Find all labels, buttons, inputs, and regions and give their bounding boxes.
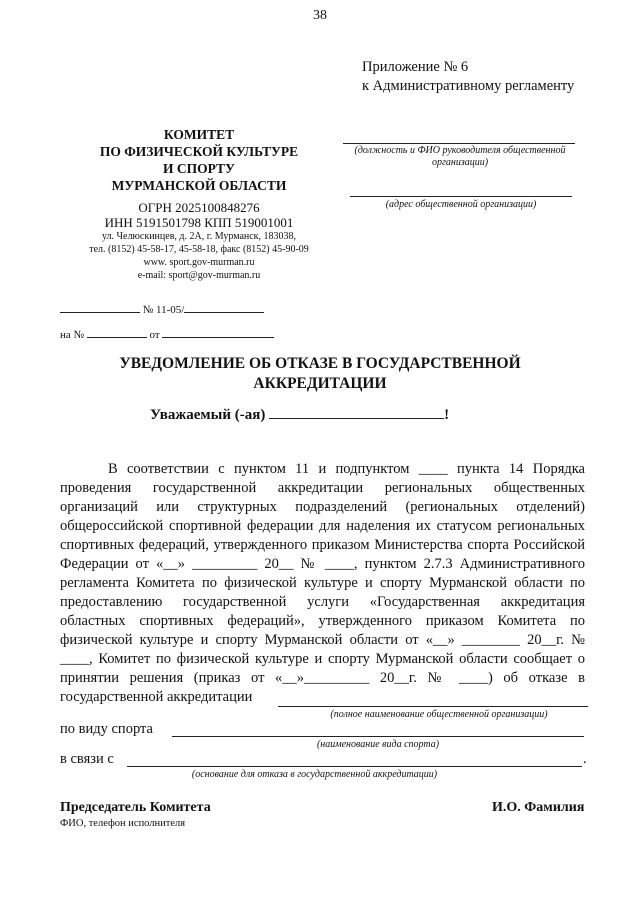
recipient-address-line <box>350 196 572 197</box>
outgoing-number-label: № 11-05/ <box>142 304 185 316</box>
appendix-header <box>362 58 574 96</box>
reason-label: в связи с <box>60 751 114 767</box>
appendix-line-1: Приложение № 6 <box>362 59 469 75</box>
org-name-line: ПО ФИЗИЧЕСКОЙ КУЛЬТУРЕ <box>99 144 299 159</box>
outgoing-number <box>60 300 264 316</box>
body-paragraph: В соответствии с пунктом 11 и подпунктом ____ пункта 14 Порядка проведения государственной аккредитации региональных общественных организаций или структурных подразделений (региональных отделений) общероссийской спортивной федерации для наделения их статусом региональных спортивных федераций, утвержденного приказом Министерства спорта Российской Федерации от «__» _________ 20__ № ____, пунктом 2.7.3 Административного регламента Комитета по физической культуре и спорту Мурманской области по предоставлению государственной услуги «Государственная аккредитация областных спортивных федераций», утвержденного приказом Комитета по физической культуре и спорту Мурманской области от «__» ________ 20__г. № ____, Комитет по физической культуре и спорту Мурманской области сообщает о принятии решения (приказ от «__»_________ 20__г. № ____) об отказе в государственной аккредитации <box>60 461 585 705</box>
notice-body <box>60 460 585 707</box>
org-name-line: КОМИТЕТ <box>163 127 235 142</box>
document-title: УВЕДОМЛЕНИЕ ОБ ОТКАЗЕ В ГОСУДАРСТВЕННОЙ АККРЕДИТАЦИИ <box>119 355 521 392</box>
greeting <box>150 406 449 424</box>
greeting-name-blank <box>269 406 444 419</box>
organization-name <box>64 126 334 194</box>
ogrn: ОГРН 2025100848276 <box>138 200 260 215</box>
reason-end: . <box>583 751 587 767</box>
inn-kpp: ИНН 5191501798 КПП 519001001 <box>104 215 294 230</box>
greeting-text: Уважаемый (-ая) <box>150 407 266 423</box>
sport-fill-line <box>172 736 584 737</box>
reason-fill-line <box>127 766 582 767</box>
page-number: 38 <box>313 8 327 23</box>
org-name-line: И СПОРТУ <box>163 161 235 176</box>
org-name-caption: (полное наименование общественной организации) <box>330 709 548 720</box>
ref-from: от <box>149 329 160 341</box>
number-blank <box>184 300 264 313</box>
reference-number <box>60 325 274 341</box>
org-name-fill-line <box>278 706 588 707</box>
org-phones: тел. (8152) 45-58-17, 45-58-18, факс (8152) 45-90-09 <box>89 244 309 255</box>
signatory-name: И.О. Фамилия <box>492 800 585 815</box>
ref-number-blank <box>87 325 147 338</box>
reason-caption: (основание для отказа в государственной аккредитации) <box>191 769 438 780</box>
greeting-end: ! <box>444 407 450 423</box>
ref-prefix: на № <box>60 329 85 341</box>
date-blank <box>60 300 140 313</box>
sport-label: по виду спорта <box>60 721 153 737</box>
org-email: e-mail: sport@gov-murman.ru <box>137 270 261 281</box>
recipient-position-line <box>343 143 575 144</box>
org-address: ул. Челюскинцев, д. 2А, г. Мурманск, 183038, <box>101 231 297 242</box>
recipient-address-caption: (адрес общественной организации) <box>385 199 537 210</box>
ref-date-blank <box>162 325 274 338</box>
recipient-position-caption: (должность и ФИО руководителя общественной организации) <box>354 145 566 168</box>
organization-requisites <box>64 200 334 282</box>
appendix-line-2: к Административному регламенту <box>362 78 575 94</box>
executor-info: ФИО, телефон исполнителя <box>60 818 186 829</box>
org-name-line: МУРМАНСКОЙ ОБЛАСТИ <box>111 178 287 193</box>
sport-caption: (наименование вида спорта) <box>316 739 440 750</box>
signatory-position: Председатель Комитета <box>60 800 211 815</box>
org-website: www. sport.gov-murman.ru <box>143 257 255 268</box>
